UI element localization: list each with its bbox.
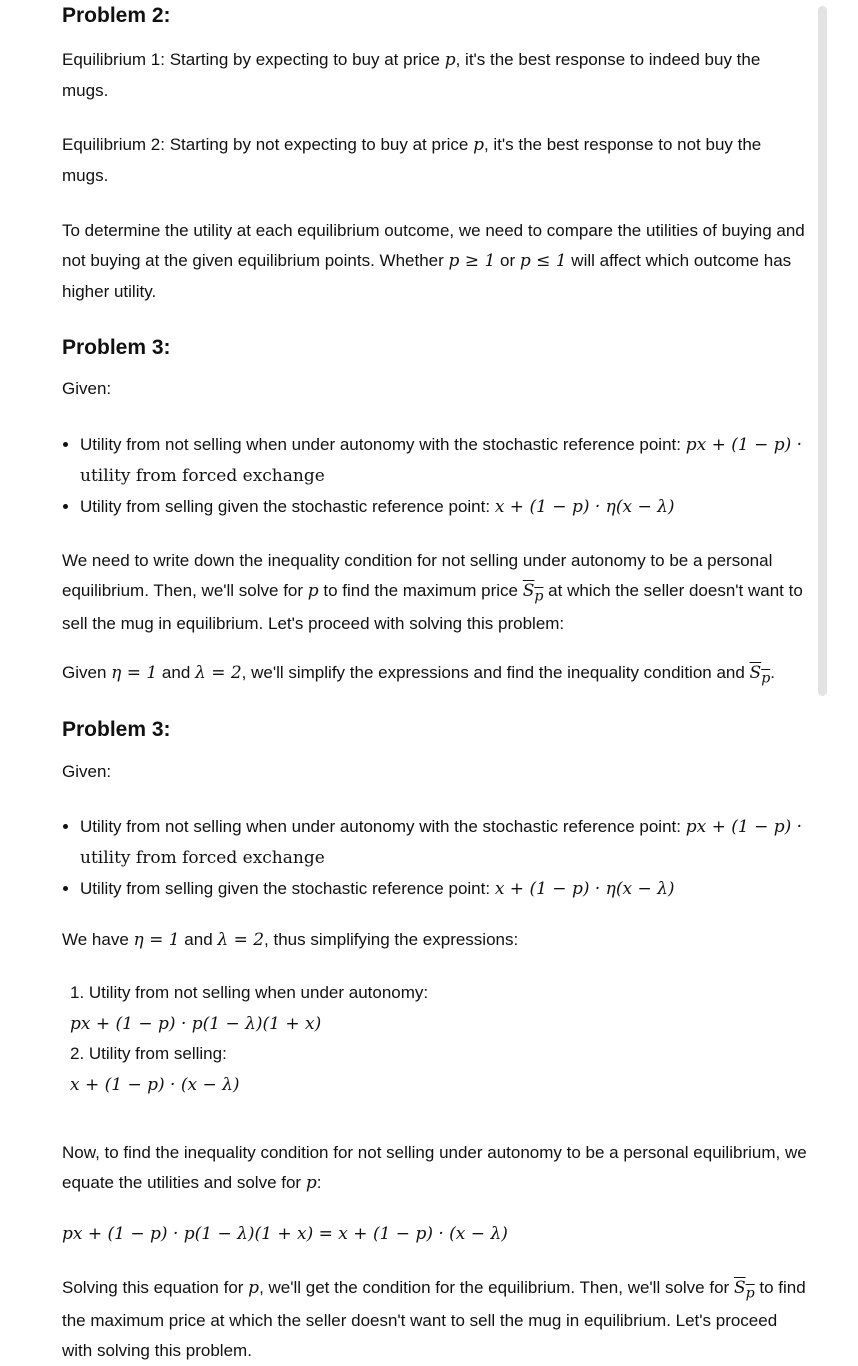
equilibrium-2-text: Equilibrium 2: Starting by not expecting to buy at price p, it's the best response to not buy the mugs. bbox=[62, 135, 762, 185]
given-label-first: Given: bbox=[62, 379, 112, 398]
list-item: 2. Utility from selling: bbox=[70, 1044, 227, 1064]
we-have-text: We have η = 1 and λ = 2, thus simplifying the expressions: bbox=[62, 930, 519, 950]
max-price-symbol: $S_p$ bbox=[733, 1278, 755, 1302]
list-item: • Utility from selling given the stochastic reference point: x + (1 − p) · η(x − λ) bbox=[80, 492, 820, 523]
problem-3-heading-second: Problem 3: bbox=[62, 718, 171, 741]
list-item: • Utility from not selling when under autonomy with the stochastic reference point: px + (1 − p) · utility from forced exchange bbox=[80, 812, 820, 874]
simplified-utilities-list bbox=[62, 978, 810, 1100]
solving-text: Solving this equation for p, we'll get the condition for the equilibrium. Then, we'll solve for $S_p$ to find the maximum price at which the seller doesn't want to sell the mug in equilibrium. Let's proceed with solving this problem. bbox=[62, 1278, 806, 1360]
given-label-second: Given: bbox=[62, 762, 112, 781]
max-price-symbol: $S_p$ bbox=[522, 580, 544, 605]
given-values-text: Given η = 1 and λ = 2, we'll simplify the expressions and find the inequality condition and $S_p$. bbox=[62, 663, 775, 687]
scrollbar-track[interactable] bbox=[818, 6, 827, 696]
list-item: • Utility from not selling when under autonomy with the stochastic reference point: px + (1 − p) · utility from forced exchange bbox=[80, 430, 820, 492]
max-price-symbol: $S_p$ bbox=[749, 663, 771, 687]
problem-2-heading: Problem 2: bbox=[62, 4, 171, 27]
utility-not-selling-formula: px + (1 − p) · p(1 − λ)(1 + x) bbox=[70, 1013, 322, 1034]
utility-selling-formula: x + (1 − p) · (x − λ) bbox=[70, 1074, 240, 1095]
scrollbar-thumb[interactable] bbox=[818, 6, 827, 696]
problem-3-heading-first: Problem 3: bbox=[62, 336, 171, 359]
equilibrium-equation: px + (1 − p) · p(1 − λ)(1 + x) = x + (1 − p) · (x − λ) bbox=[62, 1224, 508, 1244]
list-item: • Utility from selling given the stochastic reference point: x + (1 − p) · η(x − λ) bbox=[80, 874, 820, 905]
given-list-second bbox=[62, 812, 820, 904]
equilibrium-1-text: Equilibrium 1: Starting by expecting to buy at price p, it's the best response to indeed buy the mugs. bbox=[62, 50, 761, 100]
list-item: 1. Utility from not selling when under autonomy: bbox=[70, 983, 429, 1002]
given-list-first bbox=[62, 430, 820, 522]
equate-utilities-text: Now, to find the inequality condition for not selling under autonomy to be a personal equilibrium, we equate the utilities and solve for p: bbox=[62, 1143, 807, 1193]
inequality-intro-text: We need to write down the inequality condition for not selling under autonomy to be a personal equilibrium. Then, we'll solve for p to find the maximum price $S_p$ at which the seller doesn't want to sell the mug in equilibrium. Let's proceed with solving this problem: bbox=[62, 551, 803, 633]
utility-comparison-text: To determine the utility at each equilibrium outcome, we need to compare the utilities of buying and not buying at the given equilibrium points. Whether p ≥ 1 or p ≤ 1 will affect which outcome has higher utility. bbox=[62, 221, 805, 301]
